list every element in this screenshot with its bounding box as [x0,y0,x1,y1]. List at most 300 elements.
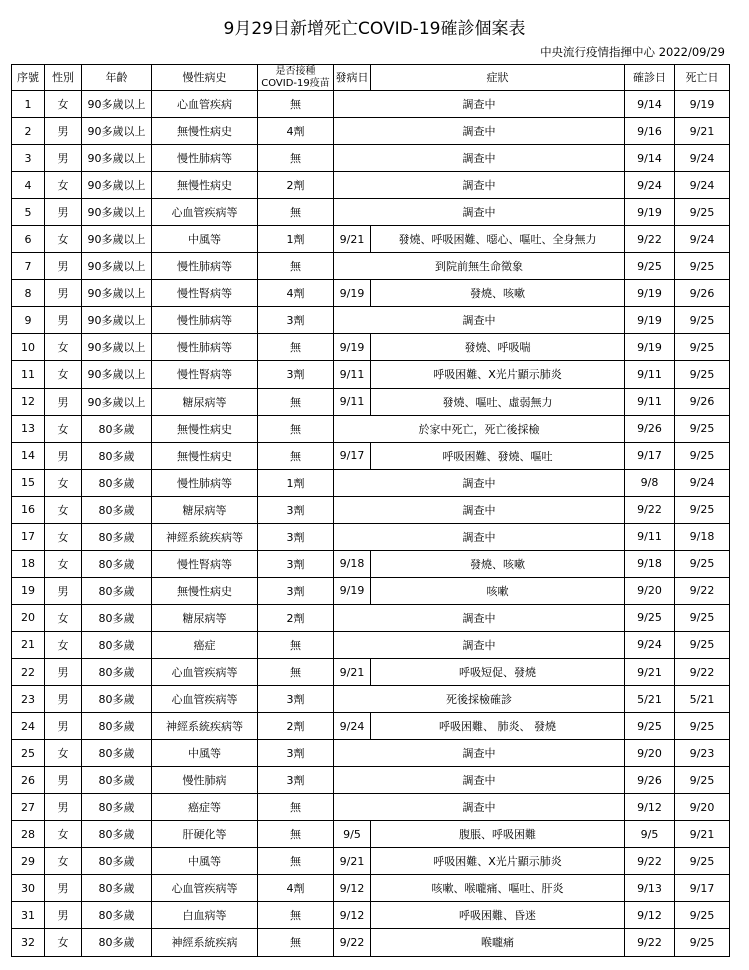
cell-onset: 9/21 [334,658,371,685]
cell-vaccine: 無 [258,199,334,226]
cell-onset: 9/19 [334,334,371,361]
cell-vaccine: 無 [258,902,334,929]
table-row [12,226,730,253]
cell-onset: 9/22 [334,929,371,956]
cell-age: 80多歲 [82,929,152,956]
cell-sex: 男 [45,199,82,226]
cell-onset: 9/19 [334,280,371,307]
cell-vaccine: 無 [258,334,334,361]
cell-no: 16 [12,496,45,523]
table-row [12,821,730,848]
cell-chronic: 無慢性病史 [152,577,258,604]
cell-age: 90多歲以上 [82,280,152,307]
cell-symptoms: 呼吸短促、發燒 [371,658,625,685]
cell-chronic: 糖尿病等 [152,388,258,415]
cell-sex: 男 [45,388,82,415]
cell-chronic: 慢性肺病等 [152,307,258,334]
cell-vaccine: 3劑 [258,523,334,550]
cell-death-date: 9/21 [675,118,730,145]
table-row [12,604,730,631]
cell-vaccine: 無 [258,415,334,442]
cell-chronic: 神經系統疾病等 [152,713,258,740]
cell-chronic: 肝硬化等 [152,821,258,848]
cell-vaccine: 3劑 [258,550,334,577]
cell-death-date: 9/24 [675,172,730,199]
cell-age: 80多歲 [82,902,152,929]
cell-vaccine: 無 [258,442,334,469]
header-vaccine: 是否接種 COVID-19疫苗 [258,65,334,91]
cell-sex: 男 [45,794,82,821]
cell-vaccine: 無 [258,794,334,821]
cell-onset: 9/21 [334,226,371,253]
header-age: 年齡 [82,65,152,91]
cell-confirm-date: 9/26 [625,767,675,794]
cell-chronic: 糖尿病等 [152,496,258,523]
table-row [12,902,730,929]
cell-vaccine: 無 [258,848,334,875]
cell-no: 6 [12,226,45,253]
case-rows [12,91,730,957]
cell-no: 20 [12,604,45,631]
cell-confirm-date: 9/18 [625,550,675,577]
cell-chronic: 慢性腎病等 [152,361,258,388]
cell-no: 11 [12,361,45,388]
cell-symptoms: 發燒、咳嗽 [371,550,625,577]
cell-sex: 男 [45,145,82,172]
cell-no: 30 [12,875,45,902]
table-row [12,199,730,226]
cell-symptoms: 咳嗽 [371,577,625,604]
cell-age: 90多歲以上 [82,145,152,172]
table-row [12,550,730,577]
cell-confirm-date: 9/19 [625,334,675,361]
cell-age: 80多歲 [82,848,152,875]
cell-symptoms: 發燒、呼吸困難、噁心、嘔吐、全身無力 [371,226,625,253]
cell-death-date: 9/25 [675,604,730,631]
cell-no: 32 [12,929,45,956]
cell-no: 21 [12,631,45,658]
cell-no: 14 [12,442,45,469]
cell-sex: 男 [45,902,82,929]
table-row [12,307,730,334]
cell-vaccine: 無 [258,631,334,658]
cell-symptoms: 到院前無生命徵象 [334,253,625,280]
cell-no: 27 [12,794,45,821]
cell-vaccine: 3劑 [258,577,334,604]
cell-sex: 女 [45,172,82,199]
cell-vaccine: 無 [258,658,334,685]
cell-chronic: 無慢性病史 [152,172,258,199]
cell-sex: 女 [45,631,82,658]
cell-no: 23 [12,686,45,713]
cell-vaccine: 3劑 [258,767,334,794]
cell-vaccine: 1劑 [258,226,334,253]
cell-confirm-date: 9/11 [625,388,675,415]
cell-death-date: 9/26 [675,280,730,307]
cases-table [11,64,730,957]
cell-symptoms: 咳嗽、喉嚨痛、嘔吐、肝炎 [371,875,625,902]
cell-age: 80多歲 [82,631,152,658]
cell-confirm-date: 9/17 [625,442,675,469]
cell-symptoms: 死後採檢確診 [334,686,625,713]
cell-death-date: 9/24 [675,469,730,496]
cell-symptoms: 調查中 [334,767,625,794]
cell-confirm-date: 9/24 [625,631,675,658]
cell-vaccine: 4劑 [258,280,334,307]
cell-age: 90多歲以上 [82,307,152,334]
cell-death-date: 9/25 [675,767,730,794]
cell-confirm-date: 9/22 [625,848,675,875]
table-row [12,172,730,199]
cell-no: 4 [12,172,45,199]
table-row [12,767,730,794]
cell-no: 13 [12,415,45,442]
cell-symptoms: 調查中 [334,496,625,523]
cell-death-date: 9/21 [675,821,730,848]
cell-symptoms: 調查中 [334,145,625,172]
header-symptoms: 症狀 [371,65,625,91]
cell-death-date: 9/24 [675,145,730,172]
cell-chronic: 慢性肺病等 [152,469,258,496]
cell-symptoms: 發燒、嘔吐、虛弱無力 [371,388,625,415]
cell-symptoms: 調查中 [334,172,625,199]
cell-sex: 男 [45,875,82,902]
cell-symptoms: 於家中死亡，死亡後採檢 [334,415,625,442]
cell-onset: 9/17 [334,442,371,469]
cell-chronic: 慢性腎病等 [152,280,258,307]
cell-symptoms: 調查中 [334,604,625,631]
cell-sex: 男 [45,577,82,604]
cell-age: 80多歲 [82,469,152,496]
cell-death-date: 9/22 [675,577,730,604]
cell-vaccine: 4劑 [258,875,334,902]
cell-vaccine: 無 [258,388,334,415]
cell-chronic: 心血管疾病 [152,91,258,118]
cell-sex: 女 [45,334,82,361]
cell-confirm-date: 9/14 [625,91,675,118]
cell-symptoms: 腹脹、呼吸困難 [371,821,625,848]
cell-no: 15 [12,469,45,496]
table-row [12,523,730,550]
cell-death-date: 9/25 [675,902,730,929]
cell-symptoms: 調查中 [334,199,625,226]
table-row [12,875,730,902]
table-row [12,280,730,307]
cell-chronic: 心血管疾病等 [152,686,258,713]
cell-age: 80多歲 [82,604,152,631]
cell-vaccine: 2劑 [258,172,334,199]
cell-sex: 女 [45,821,82,848]
cell-sex: 女 [45,523,82,550]
cell-death-date: 9/25 [675,631,730,658]
cell-symptoms: 調查中 [334,118,625,145]
cell-sex: 男 [45,686,82,713]
cell-death-date: 9/25 [675,253,730,280]
table-row [12,740,730,767]
cell-chronic: 白血病等 [152,902,258,929]
cell-no: 1 [12,91,45,118]
cell-death-date: 9/26 [675,388,730,415]
cell-confirm-date: 9/22 [625,226,675,253]
cell-onset: 9/19 [334,577,371,604]
cell-confirm-date: 9/26 [625,415,675,442]
cell-death-date: 9/25 [675,415,730,442]
cell-vaccine: 4劑 [258,118,334,145]
cell-sex: 女 [45,415,82,442]
cell-symptoms: 呼吸困難、X光片顯示肺炎 [371,848,625,875]
cell-age: 90多歲以上 [82,334,152,361]
cell-age: 80多歲 [82,713,152,740]
cell-vaccine: 2劑 [258,604,334,631]
cell-confirm-date: 9/13 [625,875,675,902]
cell-age: 90多歲以上 [82,388,152,415]
cell-no: 7 [12,253,45,280]
cell-vaccine: 無 [258,929,334,956]
cell-sex: 男 [45,767,82,794]
cell-sex: 女 [45,226,82,253]
cell-vaccine: 無 [258,91,334,118]
cell-chronic: 中風等 [152,226,258,253]
cell-age: 80多歲 [82,442,152,469]
cell-death-date: 9/20 [675,794,730,821]
cell-onset: 9/18 [334,550,371,577]
cell-onset: 9/21 [334,848,371,875]
cell-age: 80多歲 [82,550,152,577]
cell-chronic: 中風等 [152,740,258,767]
cell-symptoms: 發燒、咳嗽 [371,280,625,307]
cell-chronic: 慢性肺病等 [152,253,258,280]
cell-symptoms: 調查中 [334,631,625,658]
cell-symptoms: 呼吸困難、昏迷 [371,902,625,929]
cell-confirm-date: 9/11 [625,523,675,550]
cell-vaccine: 2劑 [258,713,334,740]
header-death: 死亡日 [675,65,730,91]
cell-age: 90多歲以上 [82,199,152,226]
header-onset: 發病日 [334,65,371,91]
cell-no: 3 [12,145,45,172]
cell-no: 18 [12,550,45,577]
cell-sex: 男 [45,118,82,145]
cell-age: 90多歲以上 [82,118,152,145]
cell-death-date: 9/23 [675,740,730,767]
cell-death-date: 9/25 [675,361,730,388]
cell-confirm-date: 9/25 [625,253,675,280]
cell-age: 90多歲以上 [82,172,152,199]
cell-age: 80多歲 [82,577,152,604]
cell-confirm-date: 9/19 [625,199,675,226]
cell-symptoms: 調查中 [334,523,625,550]
cell-confirm-date: 9/12 [625,902,675,929]
cell-sex: 男 [45,253,82,280]
header-row [12,65,730,91]
cell-confirm-date: 9/19 [625,307,675,334]
cell-chronic: 慢性腎病等 [152,550,258,577]
cell-chronic: 神經系統疾病等 [152,523,258,550]
cell-vaccine: 3劑 [258,361,334,388]
cell-vaccine: 3劑 [258,496,334,523]
cell-symptoms: 調查中 [334,469,625,496]
cell-death-date: 5/21 [675,686,730,713]
table-row [12,496,730,523]
cell-chronic: 慢性肺病等 [152,145,258,172]
table-row [12,577,730,604]
cell-no: 29 [12,848,45,875]
cell-age: 90多歲以上 [82,253,152,280]
header-chronic: 慢性病史 [152,65,258,91]
cell-age: 90多歲以上 [82,361,152,388]
table-row [12,91,730,118]
table-row [12,145,730,172]
table-row [12,686,730,713]
cell-confirm-date: 9/21 [625,658,675,685]
cell-sex: 女 [45,740,82,767]
cell-confirm-date: 5/21 [625,686,675,713]
cell-symptoms: 調查中 [334,740,625,767]
source-and-date: 中央流行疫情指揮中心 2022/09/29 [540,45,725,59]
cell-death-date: 9/25 [675,442,730,469]
table-row [12,794,730,821]
cell-age: 90多歲以上 [82,226,152,253]
cell-confirm-date: 9/14 [625,145,675,172]
cell-no: 31 [12,902,45,929]
cell-age: 80多歲 [82,658,152,685]
cell-chronic: 心血管疾病等 [152,875,258,902]
cell-symptoms: 喉嚨痛 [371,929,625,956]
cell-sex: 女 [45,848,82,875]
cell-death-date: 9/25 [675,199,730,226]
cell-symptoms: 呼吸困難、X光片顯示肺炎 [371,361,625,388]
cell-confirm-date: 9/8 [625,469,675,496]
cell-sex: 女 [45,604,82,631]
cell-no: 2 [12,118,45,145]
table-row [12,334,730,361]
table-row [12,118,730,145]
cell-death-date: 9/25 [675,550,730,577]
table-row [12,631,730,658]
cell-no: 22 [12,658,45,685]
cell-sex: 女 [45,469,82,496]
cell-onset: 9/11 [334,361,371,388]
cell-death-date: 9/19 [675,91,730,118]
cell-sex: 女 [45,929,82,956]
cell-vaccine: 無 [258,253,334,280]
cell-confirm-date: 9/11 [625,361,675,388]
cell-confirm-date: 9/20 [625,740,675,767]
table-row [12,848,730,875]
cell-confirm-date: 9/24 [625,172,675,199]
table-row [12,253,730,280]
table-row [12,388,730,415]
cell-death-date: 9/25 [675,848,730,875]
cell-onset: 9/5 [334,821,371,848]
cell-chronic: 慢性肺病 [152,767,258,794]
cell-age: 80多歲 [82,686,152,713]
cell-onset: 9/12 [334,875,371,902]
cell-death-date: 9/25 [675,307,730,334]
cell-age: 90多歲以上 [82,91,152,118]
cell-no: 24 [12,713,45,740]
cell-age: 80多歲 [82,875,152,902]
table-row [12,442,730,469]
cell-chronic: 癌症等 [152,794,258,821]
page-title: 9月29日新增死亡COVID-19確診個案表 [223,19,526,39]
table-row [12,469,730,496]
header-sex: 性別 [45,65,82,91]
cell-symptoms: 調查中 [334,307,625,334]
cell-death-date: 9/24 [675,226,730,253]
cell-no: 10 [12,334,45,361]
header-no: 序號 [12,65,45,91]
cell-death-date: 9/22 [675,658,730,685]
table-row [12,361,730,388]
cell-sex: 男 [45,442,82,469]
cell-no: 5 [12,199,45,226]
table-row [12,929,730,956]
cell-age: 80多歲 [82,740,152,767]
table-row [12,415,730,442]
cell-symptoms: 調查中 [334,91,625,118]
cell-no: 9 [12,307,45,334]
cell-onset: 9/12 [334,902,371,929]
cell-age: 80多歲 [82,415,152,442]
cell-symptoms: 呼吸困難、 肺炎、 發燒 [371,713,625,740]
cell-no: 25 [12,740,45,767]
cell-chronic: 心血管疾病等 [152,199,258,226]
cell-chronic: 神經系統疾病 [152,929,258,956]
cell-death-date: 9/18 [675,523,730,550]
cell-age: 80多歲 [82,523,152,550]
cell-death-date: 9/17 [675,875,730,902]
cell-onset: 9/11 [334,388,371,415]
cell-confirm-date: 9/16 [625,118,675,145]
cell-sex: 男 [45,713,82,740]
cell-sex: 男 [45,307,82,334]
cell-no: 17 [12,523,45,550]
cell-death-date: 9/25 [675,713,730,740]
cell-sex: 女 [45,550,82,577]
cell-death-date: 9/25 [675,496,730,523]
cell-symptoms: 呼吸困難、發燒、嘔吐 [371,442,625,469]
cell-confirm-date: 9/12 [625,794,675,821]
cell-vaccine: 無 [258,145,334,172]
cell-no: 19 [12,577,45,604]
cell-onset: 9/24 [334,713,371,740]
cell-sex: 女 [45,91,82,118]
cell-age: 80多歲 [82,496,152,523]
cell-sex: 男 [45,658,82,685]
cell-vaccine: 無 [258,821,334,848]
cell-confirm-date: 9/22 [625,496,675,523]
cell-vaccine: 1劑 [258,469,334,496]
cell-chronic: 癌症 [152,631,258,658]
cell-confirm-date: 9/22 [625,929,675,956]
cell-sex: 女 [45,361,82,388]
table-row [12,658,730,685]
cell-age: 80多歲 [82,767,152,794]
cell-symptoms: 發燒、呼吸喘 [371,334,625,361]
cell-confirm-date: 9/25 [625,604,675,631]
cell-chronic: 慢性肺病等 [152,334,258,361]
cell-no: 28 [12,821,45,848]
cell-confirm-date: 9/25 [625,713,675,740]
cell-chronic: 無慢性病史 [152,415,258,442]
cell-death-date: 9/25 [675,929,730,956]
cell-age: 80多歲 [82,821,152,848]
header-confirm: 確診日 [625,65,675,91]
cell-age: 80多歲 [82,794,152,821]
cell-chronic: 糖尿病等 [152,604,258,631]
cell-vaccine: 3劑 [258,686,334,713]
